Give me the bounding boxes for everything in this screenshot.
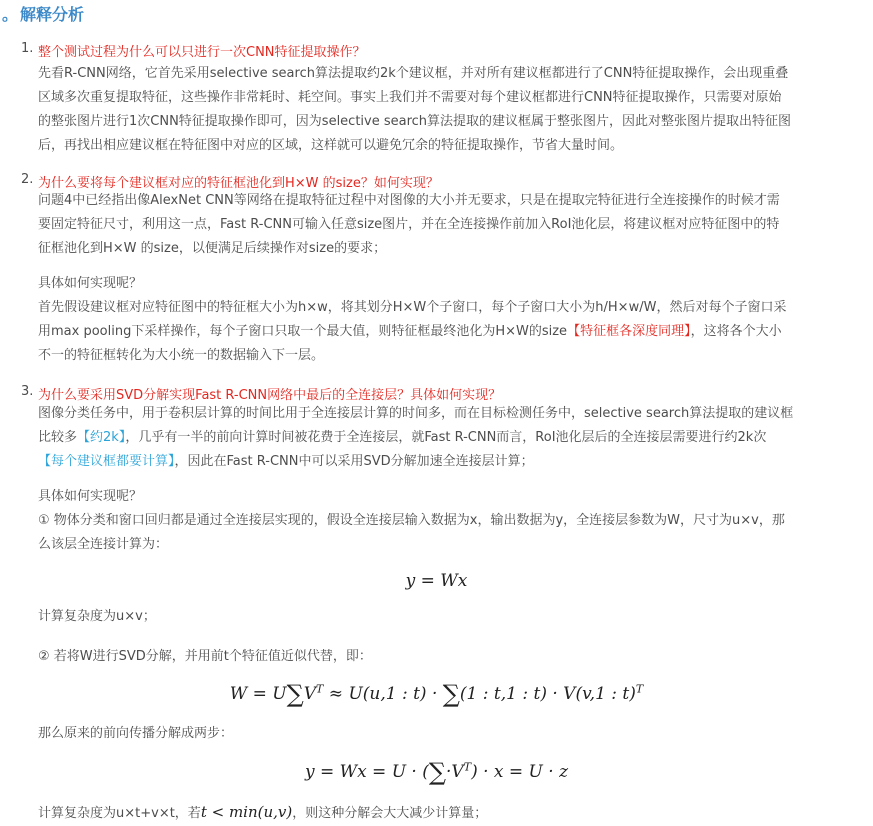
math-part: ≈ U(u,1 : t) ·: [323, 684, 443, 704]
text-line: 区域多次重复提取特征，这些操作非常耗时、耗空间。事实上我们并不需要对每个建议框都进行CNN特征提取操作，只需要对原始: [38, 90, 782, 105]
formula-svd: [0, 680, 873, 708]
math-part: W = U: [229, 684, 287, 704]
heading-bullet: 。: [2, 5, 19, 24]
formula-two-step: [0, 758, 873, 786]
text-segment: ，几乎有一半的前向计算时间被花费于全连接层，就Fast R-CNN而言，RoI池化层后的全连接层需要进行约2k次: [125, 430, 767, 445]
question-title: 为什么要采用SVD分解实现Fast R-CNN网络中最后的全连接层？具体如何实现？: [38, 388, 502, 403]
math-superscript: T: [316, 682, 324, 696]
text-line: 后，再找出相应建议框在特征图中对应的区域，这样就可以避免冗余的特征提取操作，节省大量时间。: [38, 138, 624, 153]
decompose-line: 那么原来的前向传播分解成两步：: [38, 726, 234, 741]
text-line: [38, 450, 868, 474]
text-segment: 计算复杂度为u×t+v×t，若: [38, 806, 201, 821]
question-title: 整个测试过程为什么可以只进行一次CNN特征提取操作？: [38, 45, 366, 60]
item-number: 3.: [21, 384, 34, 399]
text-segment: 用max pooling下采样操作，每个子窗口只取一个最大值，则特征框最终池化为H×W的size: [38, 324, 568, 339]
text-line: 首先假设建议框对应特征图中的特征框大小为h×w，将其划分H×W个子窗口，每个子窗口大小为h/H×w/W，然后对每个子窗口采: [38, 300, 787, 315]
text-line: [38, 426, 868, 450]
text-line: ① 物体分类和窗口回归都是通过全连接层实现的，假设全连接层输入数据为x，输出数据为y，全连接层参数为W，尺寸为u×v，那: [38, 513, 785, 528]
sum-symbol: ∑: [428, 758, 447, 786]
text-line: 的整张图片进行1次CNN特征提取操作即可，因为selective search算法提取的建议框属于整张图片，因此对整张图片提取出特征图: [38, 114, 792, 129]
section-heading: [2, 2, 84, 25]
how-paragraph: [38, 272, 868, 368]
how-paragraph: [38, 485, 868, 557]
answer-paragraph: [38, 62, 868, 158]
math-part: ·V: [446, 762, 464, 782]
math-part: (1 : t,1 : t) · V(v,1 : t): [459, 684, 636, 704]
math-part: ) · x = U · z: [471, 762, 569, 782]
math-superscript: T: [463, 760, 472, 774]
question-title: 为什么要将每个建议框对应的特征框池化到H×W 的size？如何实现？: [38, 176, 439, 191]
complexity-line: 计算复杂度为u×v；: [38, 609, 156, 624]
text-segment: ，因此在Fast R-CNN中可以采用SVD分解加速全连接层计算；: [174, 454, 534, 469]
sum-symbol: ∑: [286, 680, 304, 708]
text-line: 要固定特征尺寸，利用这一点，Fast R-CNN可输入任意size图片，并在全连接操作前加入RoI池化层，将建议框对应特征图中的特: [38, 217, 780, 232]
svd-step-line: ② 若将W进行SVD分解，并用前t个特征值近似代替，即：: [38, 649, 372, 664]
text-line: [38, 320, 868, 344]
heading-title: 解释分析: [20, 5, 85, 24]
inline-math: t < min(u,v): [200, 803, 293, 821]
text-segment: ，这将各个大小: [690, 324, 782, 339]
text-line: 先看R-CNN网络，它首先采用selective search算法提取约2k个建议框，并对所有建议框都进行了CNN特征提取操作，会出现重叠: [38, 66, 789, 81]
text-line: 不一的特征框转化为大小统一的数据输入下一层。: [38, 348, 325, 363]
math-superscript: T: [635, 682, 644, 696]
text-line: 征框池化到H×W 的size，以便满足后续操作对size的要求；: [38, 241, 387, 256]
highlight-link[interactable]: 【约2k】: [77, 430, 126, 445]
answer-paragraph: [38, 189, 868, 261]
math-part: V: [303, 684, 317, 704]
how-title: 具体如何实现呢？: [38, 489, 143, 504]
item-number: 2.: [21, 172, 34, 187]
text-line: 图像分类任务中，用于卷积层计算的时间比用于全连接层计算的时间多，而在目标检测任务中，selective search算法提取的建议框: [38, 406, 794, 421]
formula-y-wx: y = Wx: [405, 571, 468, 591]
answer-paragraph: [38, 402, 868, 474]
complexity-line: [38, 800, 868, 826]
sum-symbol: ∑: [442, 680, 460, 708]
text-segment: ，则这种分解会大大减少计算量；: [292, 806, 488, 821]
item-number: 1.: [21, 41, 34, 56]
text-line: 么该层全连接计算为：: [38, 537, 169, 552]
how-title: 具体如何实现呢？: [38, 276, 143, 291]
highlight-note: 【特征框各深度同理】: [567, 324, 691, 339]
text-line: 问题4中已经指出像AlexNet CNN等网络在提取特征过程中对图像的大小并无要求，只是在提取完特征进行全连接操作的时候才需: [38, 193, 780, 208]
math-part: y = Wx = U · (: [304, 762, 429, 782]
text-segment: 比较多: [38, 430, 78, 445]
highlight-link[interactable]: 【每个建议框都要计算】: [38, 454, 175, 469]
